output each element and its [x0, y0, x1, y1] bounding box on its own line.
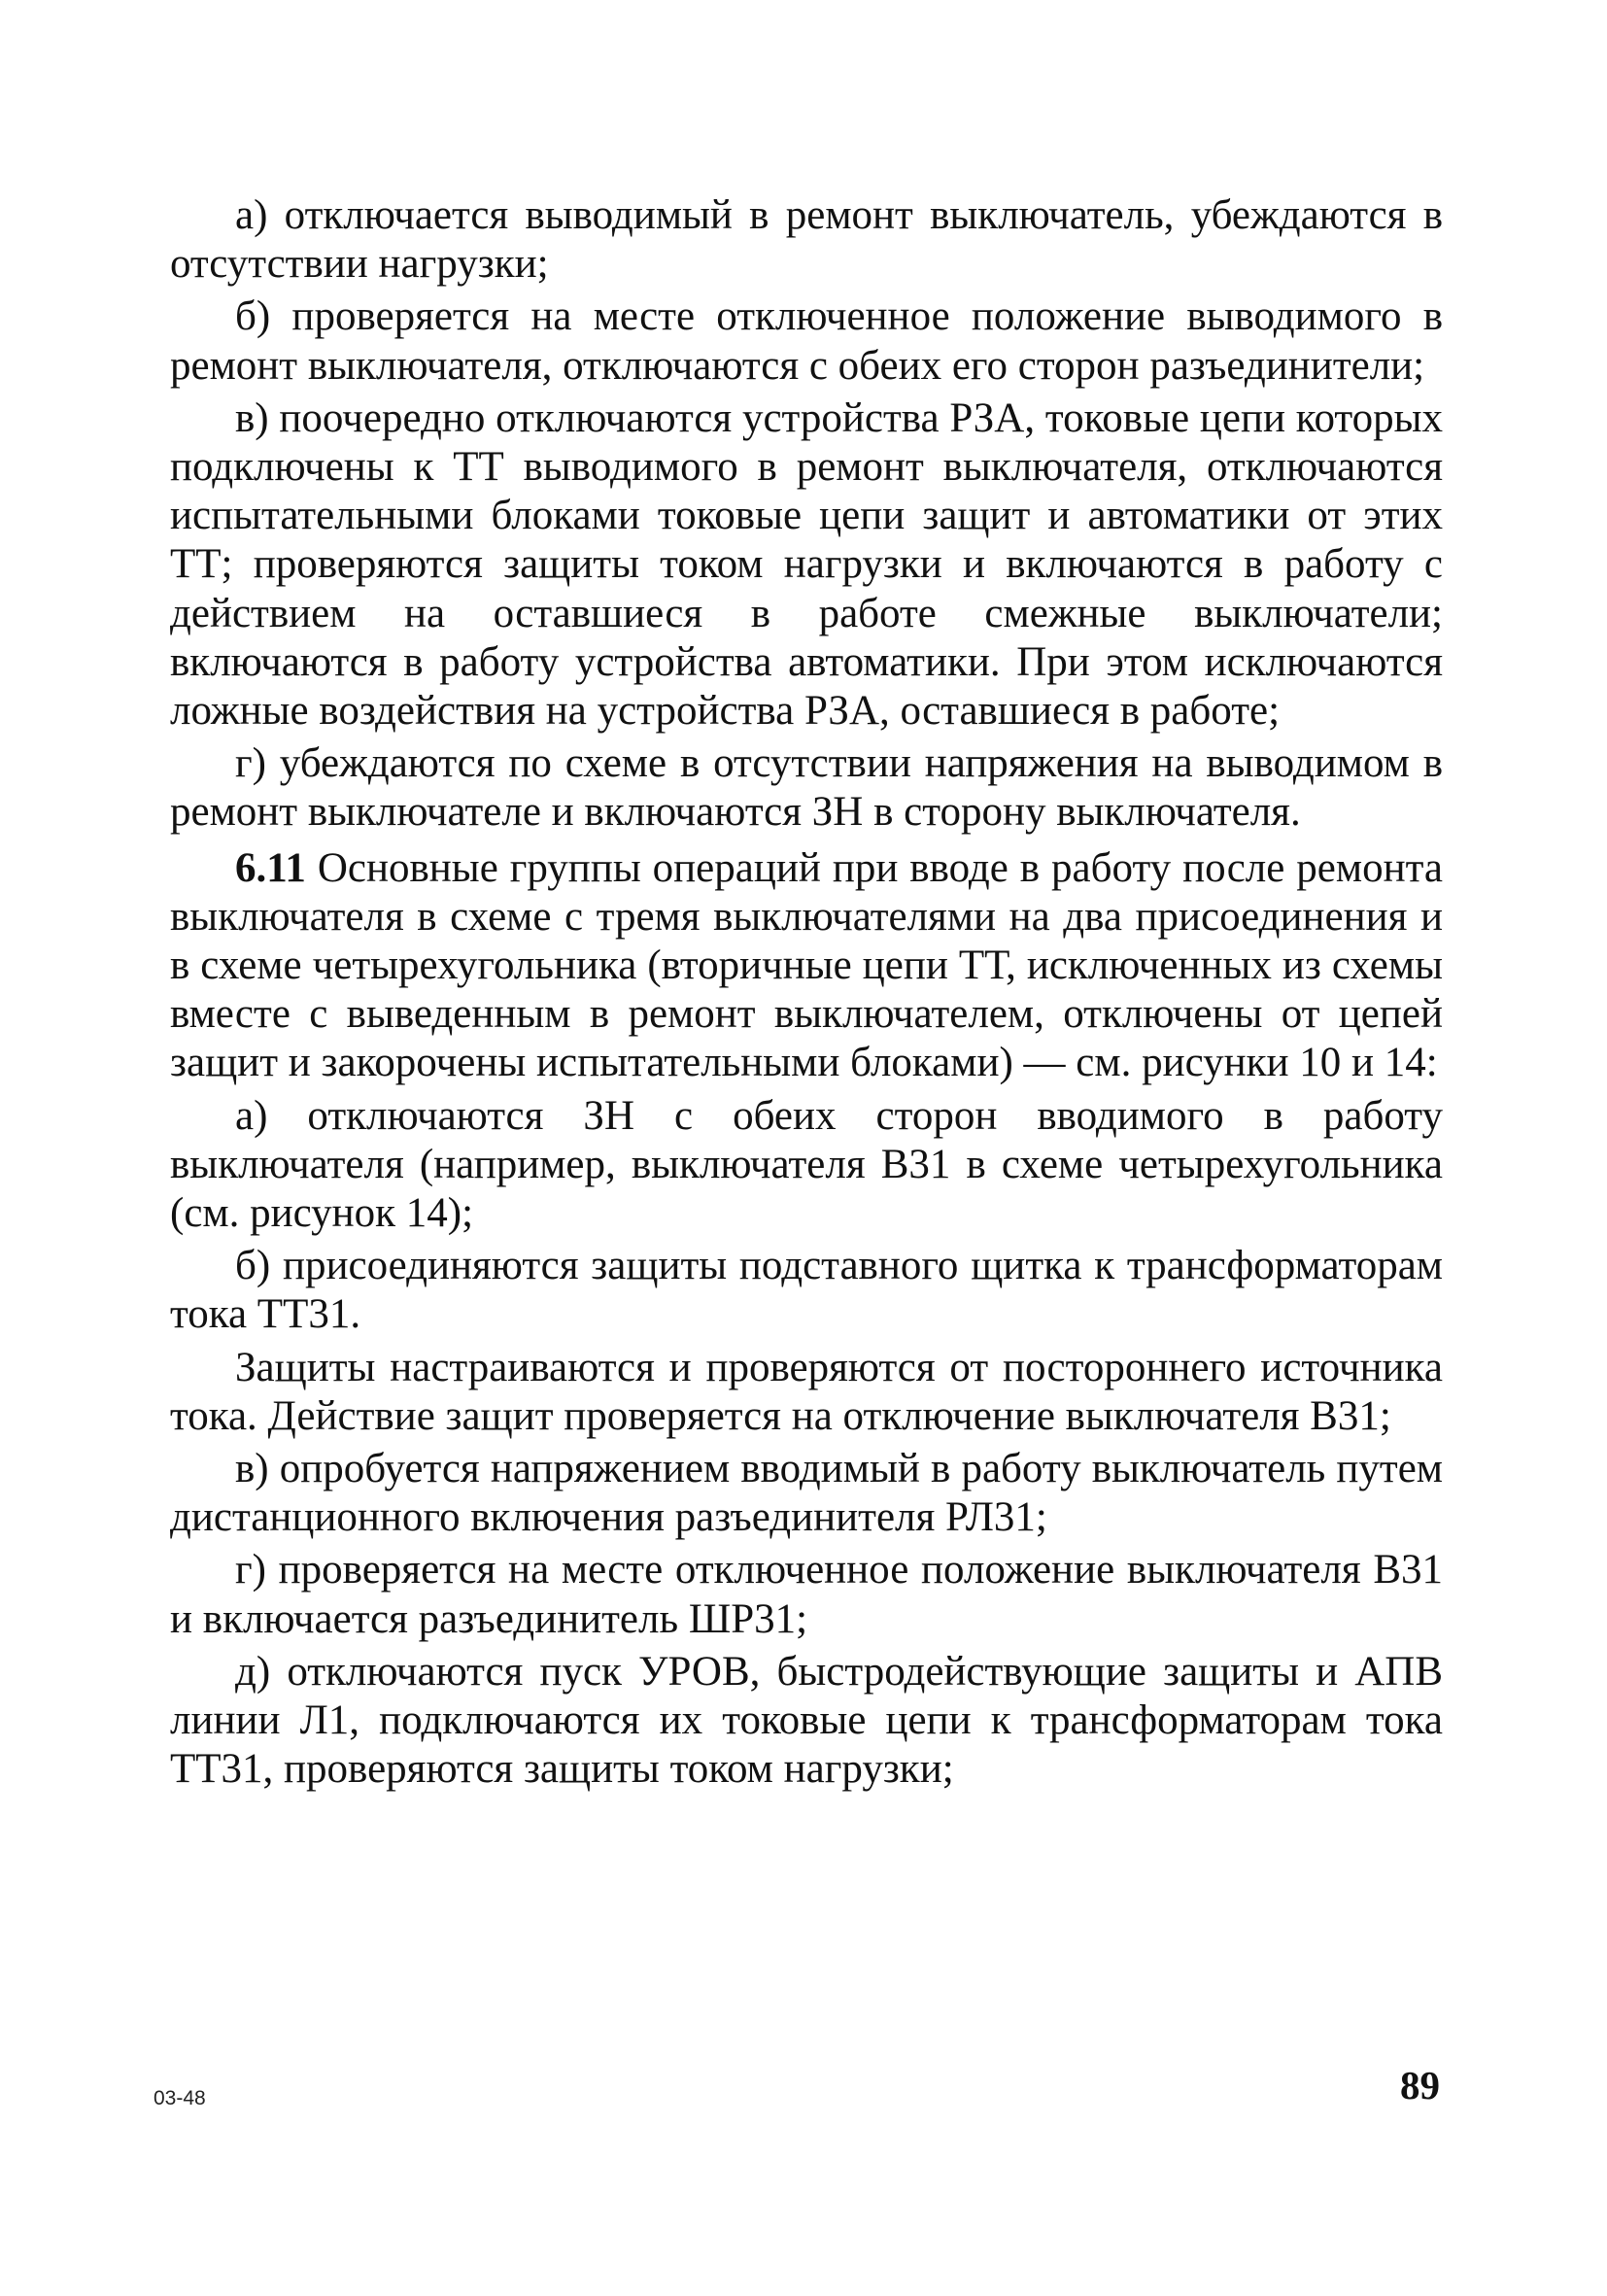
section-6-11: [170, 844, 1443, 1088]
item-a-disconnect-grounding: а) отключаются ЗН с обеих сторон вводимого в работу выключателя (например, выключателя В31 в схеме четырехугольника (см. рисунок 14);: [170, 1092, 1443, 1237]
item-g-check-voltage: г) убеждаются по схеме в отсутствии напряжения на выводимом в ремонт выключателе и включаются ЗН в сторону выключателя.: [170, 740, 1443, 836]
item-a-disconnect-breaker: а) отключается выводимый в ремонт выключатель, убеждаются в отсутствии нагрузки;: [170, 192, 1443, 288]
page-number: 89: [1400, 2063, 1440, 2108]
body-text: [170, 191, 1443, 1799]
item-b-check-breaker-position: б) проверяется на месте отключенное положение выводимого в ремонт выключателя, отключаются с обеих его сторон разъединители;: [170, 293, 1443, 389]
footer-code: 03-48: [154, 2087, 206, 2109]
section-text: Основные группы операций при вводе в работу после ремонта выключателя в схеме с тремя выключателями на два присоединения и в схеме четырехугольника (вторичные цепи ТТ, исключенных из схемы вместе с выведенным в ремонт выключателем, отключены от цепей защит и закорочены испытательными блоками) — см. рисунки 10 и 14:: [170, 844, 1443, 1086]
section-number: 6.11: [235, 844, 306, 891]
item-d-disconnect-urov: д) отключаются пуск УРОВ, быстродействующие защиты и АПВ линии Л1, подключаются их токовые цепи к трансформаторам тока ТТ31, проверяются защиты током нагрузки;: [170, 1648, 1443, 1793]
item-g-switch-on-disconnector: г) проверяется на месте отключенное положение выключателя В31 и включается разъединитель ШР31;: [170, 1547, 1443, 1642]
item-v-disconnect-rza: в) поочередно отключаются устройства РЗА, токовые цепи которых подключены к ТТ выводимого в ремонт выключателя, отключаются испытательными блоками токовые цепи защит и автоматики от этих ТТ; проверяются защиты током нагрузки и включаются в работу с действием на оставшиеся в работе смежные выключатели; включаются в работу устройства автоматики. При этом исключаются ложные воздействия на устройства РЗА, оставшиеся в работе;: [170, 394, 1443, 735]
protections-note: Защиты настраиваются и проверяются от постороннего источника тока. Действие защит проверяется на отключение выключателя В31;: [170, 1344, 1443, 1439]
item-b-connect-protections: б) присоединяются защиты подставного щитка к трансформаторам тока ТТ31.: [170, 1243, 1443, 1338]
item-v-voltage-test: в) опробуется напряжением вводимый в работу выключатель путем дистанционного включения разъединителя РЛ31;: [170, 1446, 1443, 1541]
